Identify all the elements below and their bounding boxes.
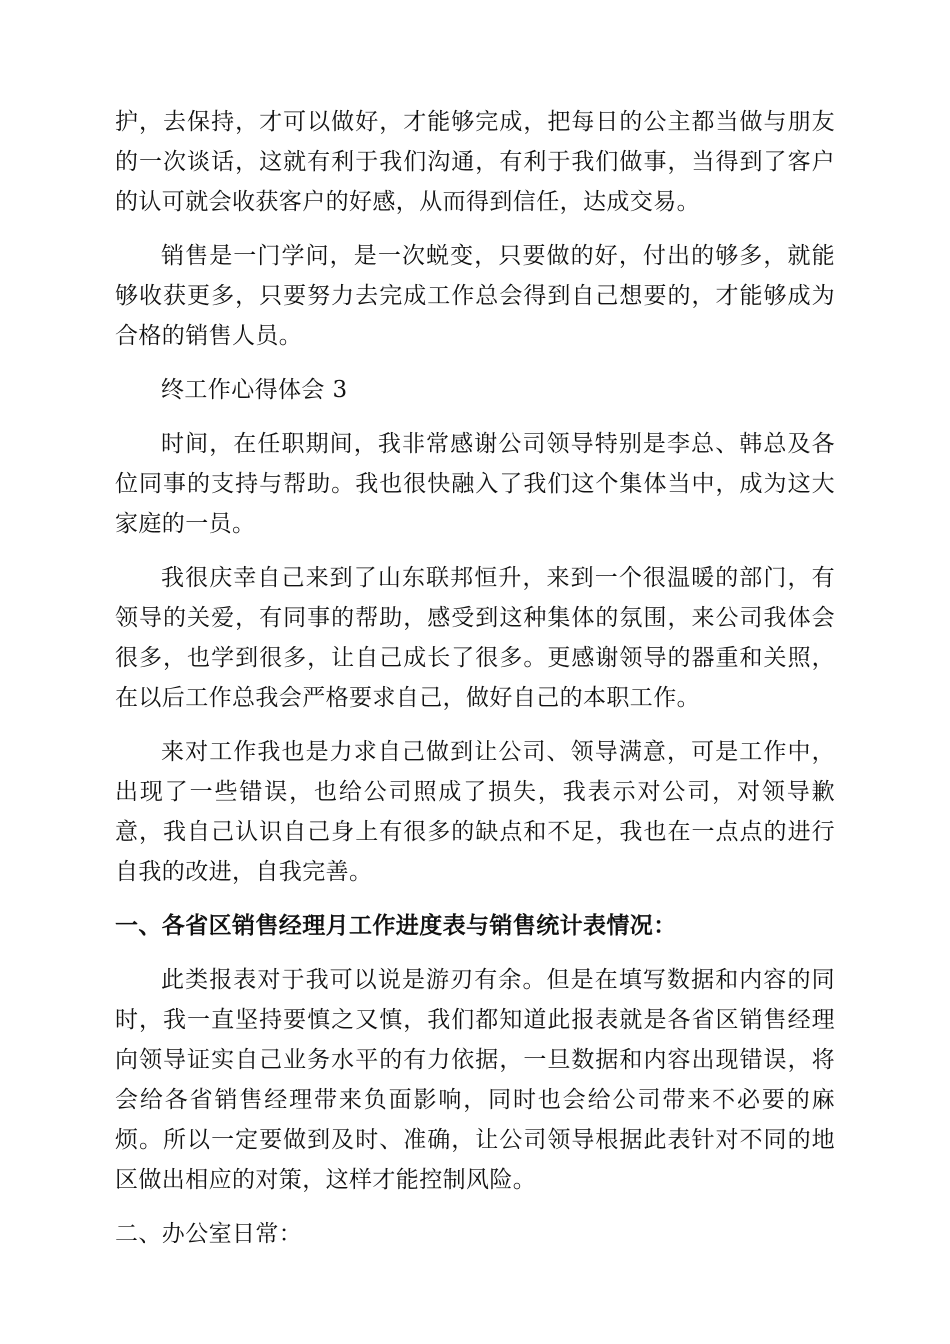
section-title-experience-3: 终工作心得体会 3 [161,377,348,403]
heading-office-daily: 二、办公室日常： [115,1221,303,1247]
paragraph-gratitude: 时间，在任职期间，我非常感谢公司领导特别是李总、韩总及各位同事的支持与帮助。我也很快融入了我们这个集体当中，成为这大家庭的一员。 [115,431,835,537]
paragraph-company: 我很庆幸自己来到了山东联邦恒升，来到一个很温暖的部门，有领导的关爱，有同事的帮助，感受到这种集体的氛围，来公司我体会很多，也学到很多，让自己成长了很多。更感谢领导的器重和关照，在以后工作总我会严格要求自己，做好自己的本职工作。 [115,565,835,711]
paragraph-sales-learning: 销售是一门学问，是一次蜕变，只要做的好，付出的够多，就能够收获更多，只要努力去完成工作总会得到自己想要的，才能够成为合格的销售人员。 [115,243,835,349]
document-body [115,102,835,1254]
paragraph-reports: 此类报表对于我可以说是游刃有余。但是在填写数据和内容的同时，我一直坚持要慎之又慎，我们都知道此报表就是各省区销售经理向领导证实自己业务水平的有力依据，一旦数据和内容出现错误，将会给各省销售经理带来负面影响，同时也会给公司带来不必要的麻烦。所以一定要做到及时、准确，让公司领导根据此表针对不同的地区做出相应的对策，这样才能控制风险。 [115,967,835,1193]
heading-reports: 一、各省区销售经理月工作进度表与销售统计表情况： [115,913,677,939]
paragraph-work-attitude: 来对工作我也是力求自己做到让公司、领导满意，可是工作中，出现了一些错误，也给公司照成了损失，我表示对公司，对领导歉意，我自己认识自己身上有很多的缺点和不足，我也在一点点的进行自我的改进，自我完善。 [115,739,835,885]
paragraph-continuation: 护，去保持，才可以做好，才能够完成，把每日的公主都当做与朋友的一次谈话，这就有利于我们沟通，有利于我们做事，当得到了客户的认可就会收获客户的好感，从而得到信任，达成交易。 [115,109,835,215]
